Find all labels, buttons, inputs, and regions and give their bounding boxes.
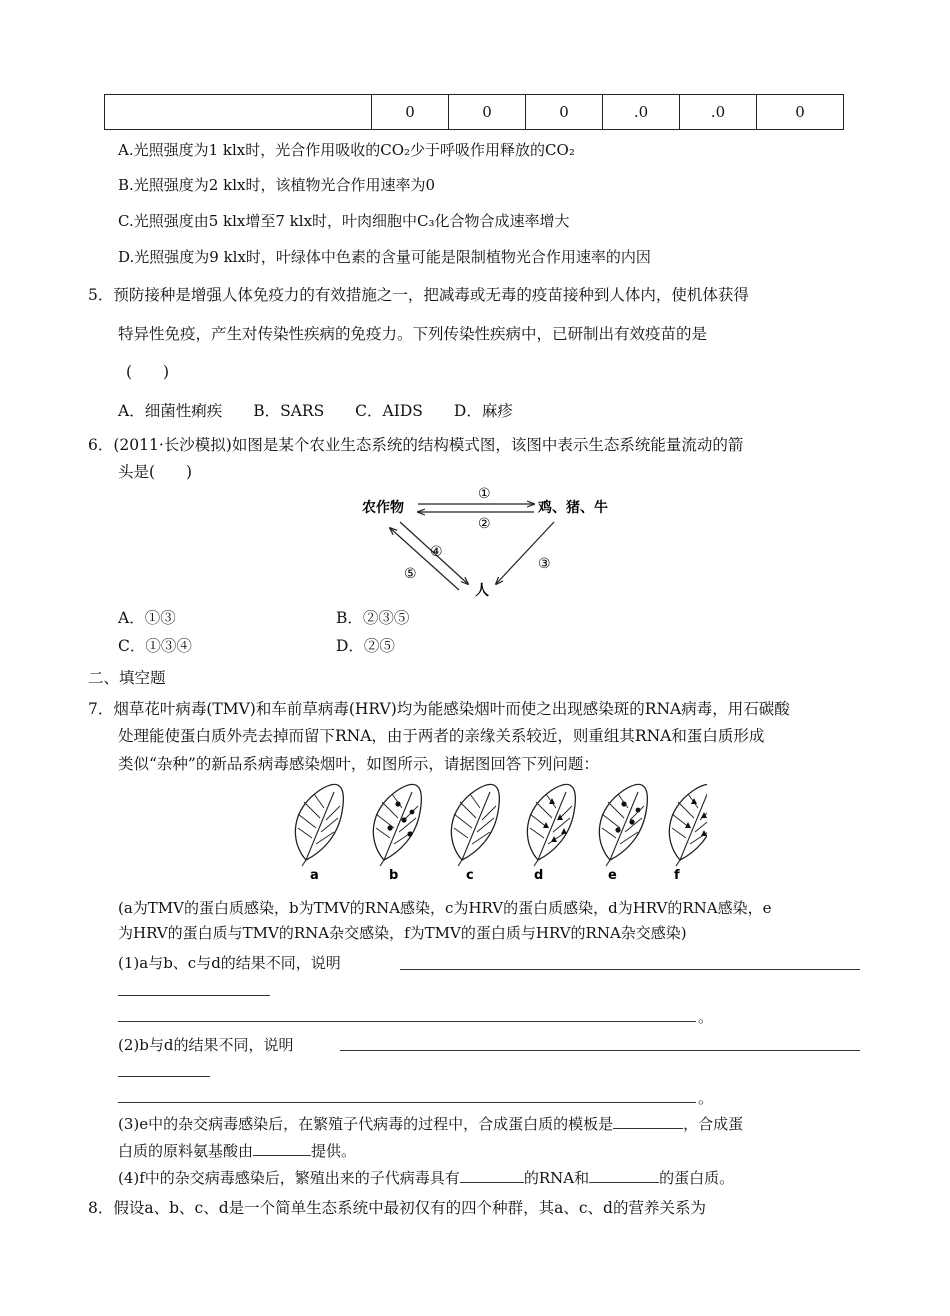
answer-blank[interactable] [118,1102,696,1103]
q5-stem-line2: 特异性免疫，产生对传染性疾病的免疫力。下列传染性疾病中，已研制出有效疫苗的是 [118,325,708,343]
arrow-3 [496,522,554,584]
q6-option-d: D．②⑤ [336,637,395,655]
section-heading: 二、填空题 [88,669,166,687]
energy-flow-diagram [356,480,626,602]
q5-answer-paren: ( ) [126,363,170,381]
answer-blank[interactable] [118,1021,696,1022]
leaf-infection-figure [282,778,707,886]
table-cell: 0 [372,95,449,130]
answer-blank[interactable] [589,1182,659,1183]
figure-caption-line1: (a为TMV的蛋白质感染，b为TMV的RNA感染，c为HRV的蛋白质感染，d为HRV的RNA感染，e [118,899,772,917]
arrow-5 [390,528,459,590]
figure-caption-line2: 为HRV的蛋白质与TMV的RNA杂交感染，f为TMV的蛋白质与HRV的RNA杂交感染) [118,924,687,942]
q4-option-b: B.光照强度为2 klx时，该植物光合作用速率为0 [118,176,435,194]
q7-sub3-prompt: (3)e中的杂交病毒感染后，在繁殖子代病毒的过程中，合成蛋白质的模板是 [118,1115,614,1133]
node-livestock: 鸡、猪、牛 [538,500,608,516]
q7-sub1-prompt: (1)a与b、c与d的结果不同，说明 [118,954,341,972]
answer-blank[interactable] [118,1076,210,1077]
leaf-label: f [674,868,680,883]
q4-option-c: C.光照强度由5 klx增至7 klx时，叶肉细胞中C₃化合物合成速率增大 [118,212,570,230]
q7-sub2-prompt: (2)b与d的结果不同，说明 [118,1036,294,1054]
table-cell: .0 [680,95,757,130]
q7-stem-line3: 类似“杂种”的新品系病毒感染烟叶，如图所示，请据图回答下列问题： [118,755,599,773]
table-cell: 0 [757,95,844,130]
q7-stem-line1: 7．烟草花叶病毒(TMV)和车前草病毒(HRV)均为能感染烟叶而使之出现感染斑的RNA病毒，用石碳酸 [88,700,790,718]
table-cell: 0 [449,95,526,130]
leaf-e [599,784,647,866]
q6-stem-line1: 6．(2011·长沙模拟)如图是某个农业生态系统的结构模式图，该图中表示生态系统能量流动的箭 [88,436,744,454]
q7-stem-line2: 处理能使蛋白质外壳去掉而留下RNA，由于两者的亲缘关系较近，则重组其RNA和蛋白质形成 [118,727,765,745]
q7-sub4-mid: 的RNA和 [523,1169,590,1187]
answer-blank[interactable] [340,1050,860,1051]
q7-sub4-end: 的蛋白质。 [659,1169,735,1187]
arrow-1-label: ① [478,486,491,502]
answer-blank[interactable] [613,1128,683,1129]
q6-stem-line2: 头是( ) [118,463,193,481]
node-crops: 农作物 [362,500,404,516]
leaf-label: b [389,868,399,883]
q7-sub3-cont: ，合成蛋 [683,1115,744,1133]
q7-sub3-line2 [118,1140,356,1161]
q8-stem-line1: 8．假设a、b、c、d是一个简单生态系统中最初仅有的四个种群，其a、c、d的营养关系为 [88,1199,706,1217]
q6-option-b: B．②③⑤ [336,609,410,627]
q7-sub3-end: 提供。 [311,1142,357,1160]
q6-option-a: A．①③ [118,609,176,627]
table-row [105,95,844,130]
q5-options: A．细菌性痢疾 B．SARS C．AIDS D．麻疹 [118,402,513,420]
q4-option-d: D.光照强度为9 klx时，叶绿体中色素的含量可能是限制植物光合作用速率的内因 [118,248,651,266]
leaf-d [527,784,575,866]
period: 。 [698,1008,714,1026]
answer-blank[interactable] [253,1155,311,1156]
leaf-label: c [466,868,474,883]
q7-sub3-text: 白质的原料氨基酸由 [118,1142,254,1160]
data-table [104,94,844,130]
arrow-4-label: ④ [430,544,443,560]
answer-blank[interactable] [400,969,860,970]
arrow-3-label: ③ [538,556,551,572]
leaf-a [295,784,343,866]
period: 。 [698,1089,714,1107]
q5-stem-line1: 5．预防接种是增强人体免疫力的有效措施之一，把减毒或无毒的疫苗接种到人体内，使机体获得 [88,286,749,304]
q7-sub4-line [118,1167,734,1188]
q7-sub3-line1 [118,1113,743,1134]
q7-sub4-prompt: (4)f中的杂交病毒感染后，繁殖出来的子代病毒具有 [118,1169,460,1187]
leaf-label: e [608,868,617,883]
leaf-c [451,784,499,866]
answer-blank[interactable] [460,1182,524,1183]
q4-option-a: A.光照强度为1 klx时，光合作用吸收的CO₂少于呼吸作用释放的CO₂ [118,141,575,159]
q6-option-c: C．①③④ [118,637,192,655]
table-cell: 0 [526,95,603,130]
arrow-2-label: ② [478,516,491,532]
table-cell: .0 [603,95,680,130]
leaf-f [669,784,707,866]
leaf-label: d [534,868,544,883]
answer-blank[interactable] [118,995,270,996]
node-human: 人 [475,583,489,599]
leaf-b [373,784,421,866]
table-cell [105,95,372,130]
leaf-label: a [310,868,319,883]
arrow-5-label: ⑤ [404,566,417,582]
